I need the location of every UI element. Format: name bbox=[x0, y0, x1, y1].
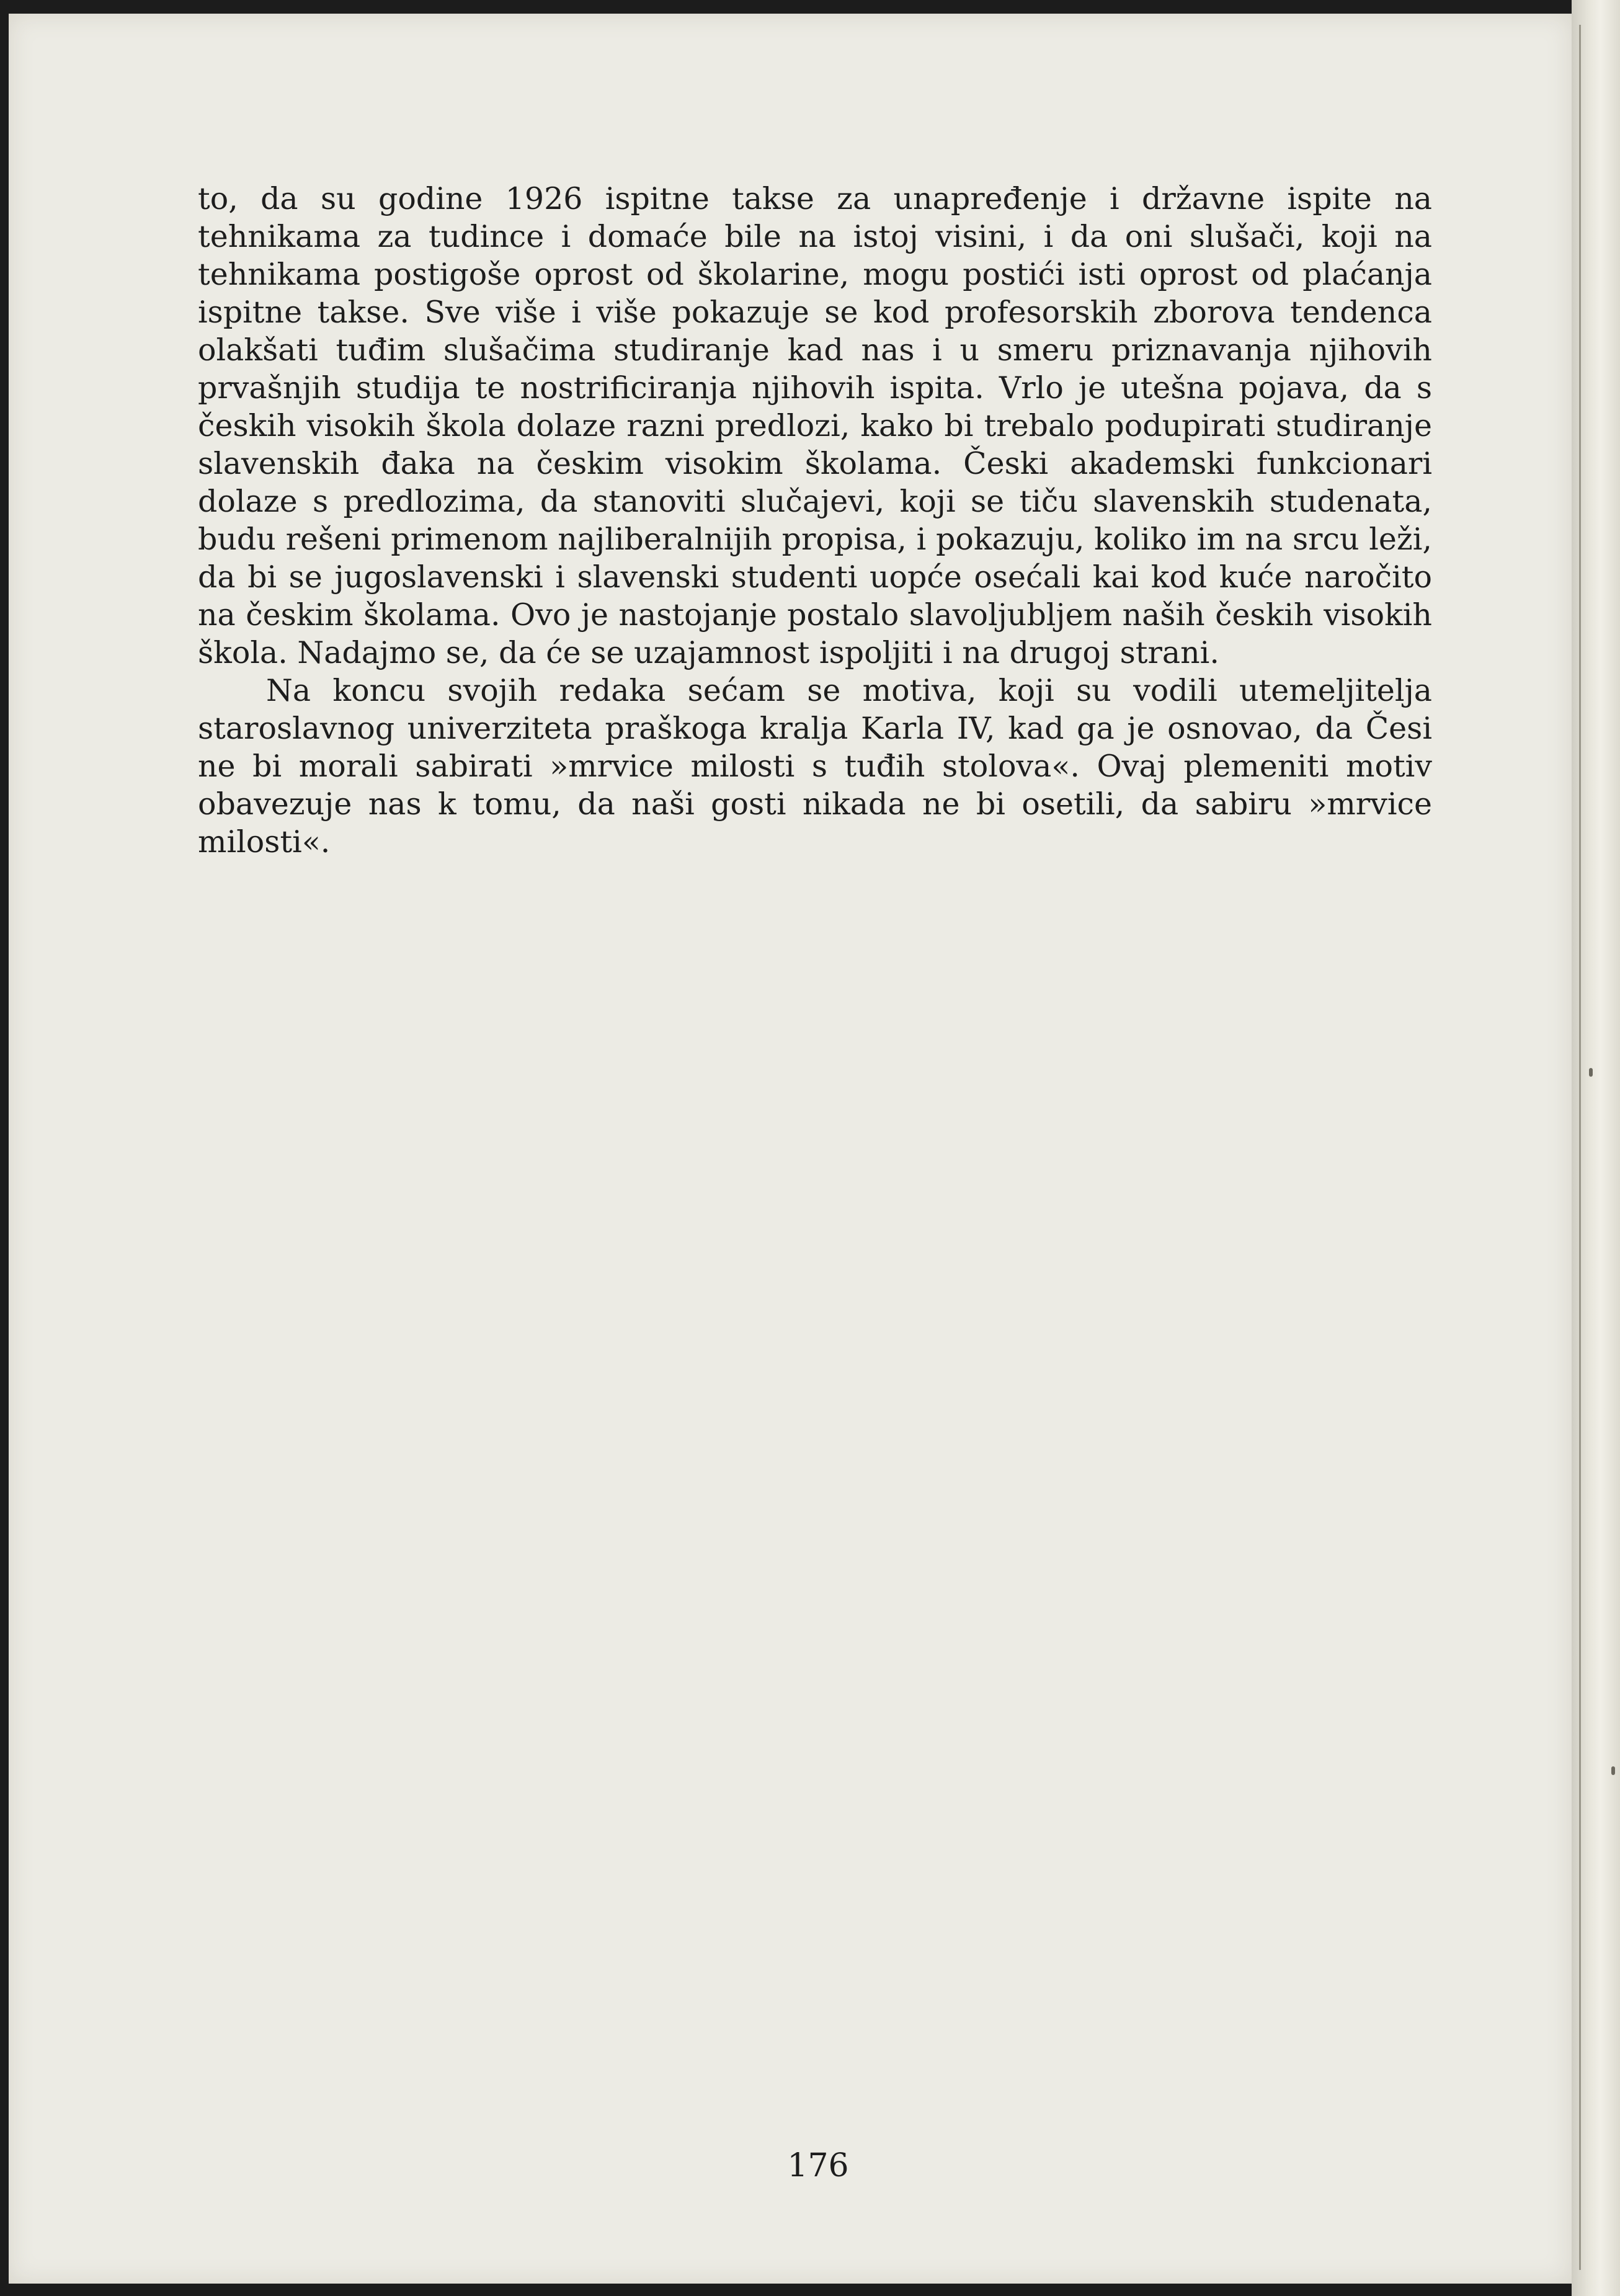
paragraph-2: Na koncu svojih redaka sećam se motiva, koji su vodili utemeljitelja staroslavnog univerziteta praškoga kralja Karla IV, kad ga je osnovao, da Česi ne bi morali sabirati »mrvice milosti s tuđih stolova«. Ovaj plemeniti motiv obavezuje nas k tomu, da naši gosti nikada ne bi osetili, da sabiru »mrvice milosti«. bbox=[198, 673, 1432, 860]
book-page bbox=[9, 14, 1572, 2284]
paragraph-1: to, da su godine 1926 ispitne takse za unapređenje i državne ispite na tehnikama za tudince i domaće bile na istoj visini, i da oni slušači, koji na tehnikama postigoše oprost od školarine, mogu postići isti oprost od plaćanja ispitne takse. Sve više i više pokazuje se kod profesorskih zborova tendenca olakšati tuđim slušačima studiranje kad nas i u smeru priznavanja njihovih prvašnjih studija te nostrificiranja njihovih ispita. Vrlo je utešna pojava, da s českih visokih škola dolaze razni predlozi, kako bi trebalo podupirati studiranje slavenskih đaka na českim visokim školama. Česki akademski funkcionari dolaze s predlozima, da stanoviti slučajevi, koji se tiču slavenskih studenata, budu rešeni primenom najliberalnijih propisa, i pokazuju, koliko im na srcu leži, da bi se jugoslavenski i slavenski studenti uopće osećali kai kod kuće naročito na českim školama. Ovo je nastojanje postalo slavoljubljem naših českih visokih škola. Nadajmo se, da će se uzajamnost ispoljiti i na drugoj strani. bbox=[198, 181, 1432, 670]
page-number: 176 bbox=[787, 2147, 849, 2184]
binding-line bbox=[1579, 25, 1581, 2270]
body-text bbox=[198, 180, 1432, 861]
edge-mark bbox=[1589, 1068, 1593, 1077]
edge-mark bbox=[1611, 1766, 1615, 1775]
